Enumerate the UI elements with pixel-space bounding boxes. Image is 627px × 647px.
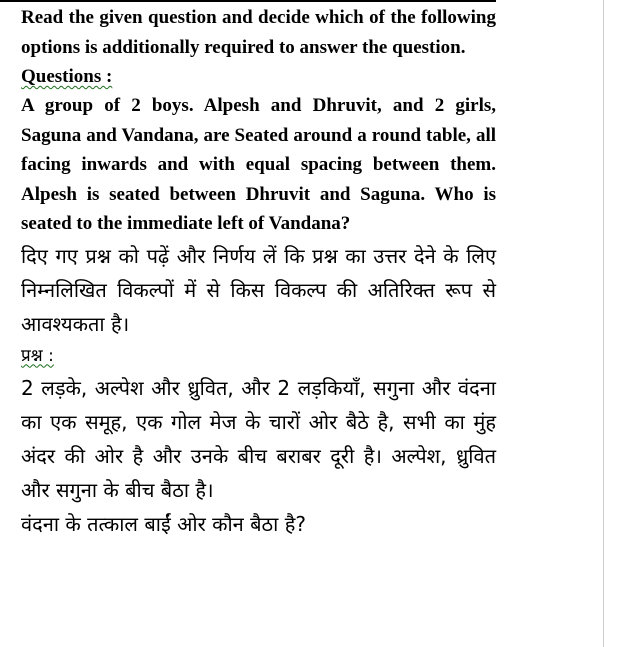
english-question-body: A group of 2 boys. Alpesh and Dhruvit, and 2 girls, Saguna and Vandana, are Seated around a round table, all facing inwards and with equal spacing between them. Alpesh is seated between Dhruvit and Saguna. Who is seated to the immediate left of Vandana?: [21, 95, 496, 234]
question-document: [21, 3, 496, 541]
hindi-questions-heading-text: प्रश्न :: [21, 345, 54, 366]
english-questions-heading: [21, 62, 496, 91]
english-instruction: Read the given question and decide which of the following options is additionally required to answer the question.: [21, 7, 496, 58]
top-border-line: [0, 0, 496, 2]
hindi-instruction: दिए गए प्रश्न को पढ़ें और निर्णय लें कि प्रश्न का उत्तर देने के लिए निम्नलिखित विकल्पों में से किस विकल्प की अतिरिक्त रूप से आवश्यकता है।: [21, 243, 496, 336]
hindi-question-body: 2 लड़के, अल्पेश और ध्रुवित, और 2 लड़कियाँ, सगुना और वंदना का एक समूह, एक गोल मेज के चारों ओर बैठे है, सभी का मुंह अंदर की ओर है और उनके बीच बराबर दूरी है। अल्पेश, ध्रुवित और सगुना के बीच बैठा है।: [21, 375, 496, 502]
english-questions-heading-text: Questions :: [21, 66, 113, 87]
hindi-question-ask: वंदना के तत्काल बाईं ओर कौन बैठा है?: [21, 511, 306, 536]
page-edge-line: [603, 0, 604, 647]
hindi-questions-heading: [21, 341, 496, 371]
